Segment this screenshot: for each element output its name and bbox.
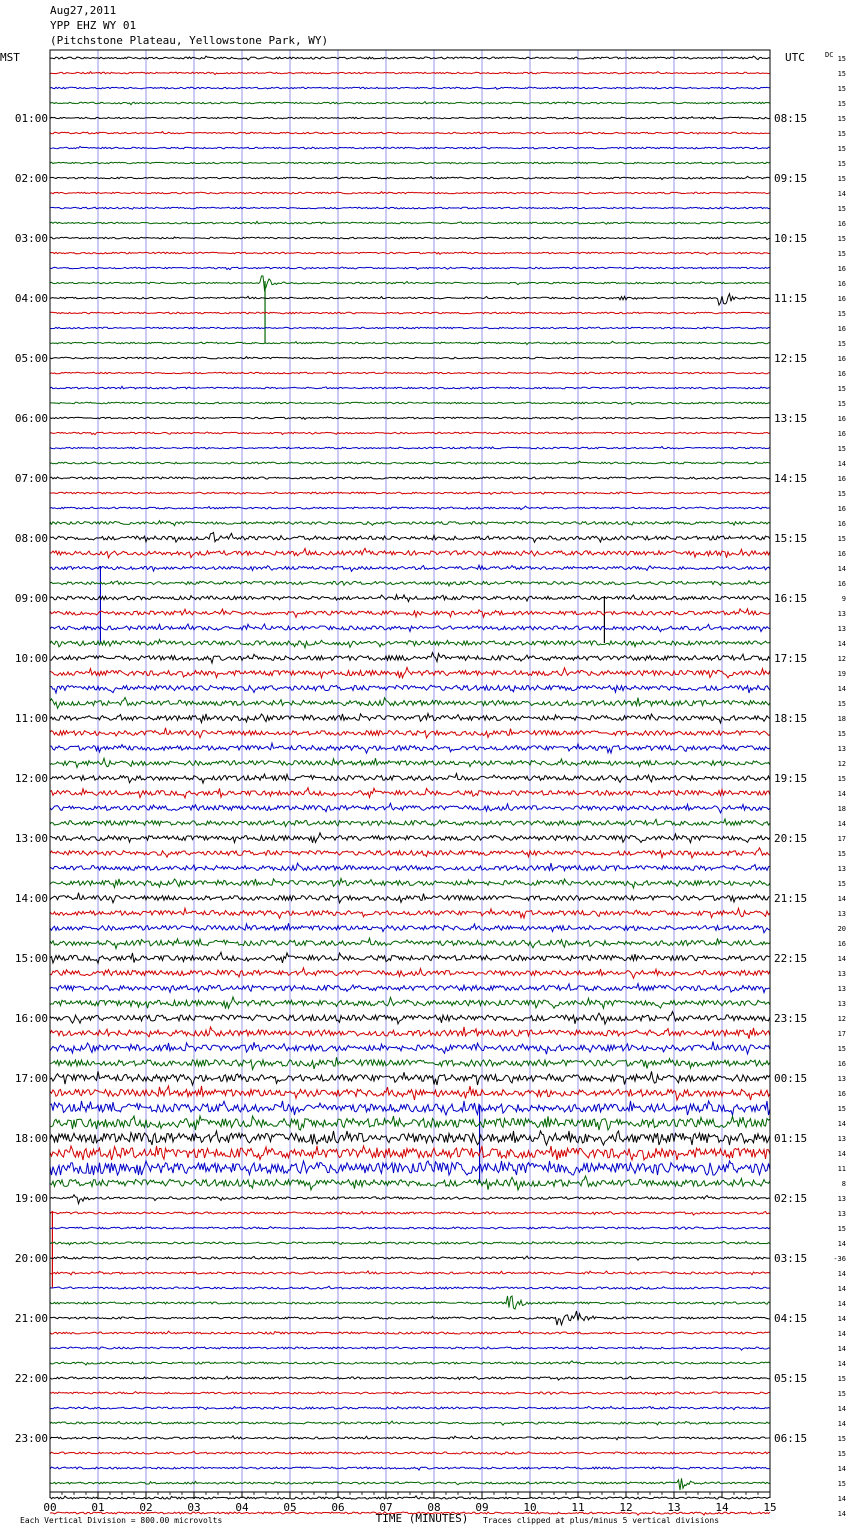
footer-scale: Each Vertical Division = 800.00 microvolts <box>20 1516 223 1525</box>
trace-37 <box>50 609 770 618</box>
trace-27 <box>50 461 770 464</box>
dc-offset-52: 17 <box>837 835 846 843</box>
right-hour-label-19: 03:15 <box>774 1252 808 1265</box>
trace-9 <box>50 192 770 194</box>
trace-92 <box>50 1436 770 1440</box>
x-tick-label-12: 12 <box>619 1501 633 1514</box>
dc-offset-72: 13 <box>837 1135 846 1143</box>
x-tick-label-7: 07 <box>379 1501 393 1514</box>
trace-61 <box>50 968 770 978</box>
trace-68 <box>50 1071 770 1085</box>
trace-28 <box>50 477 770 479</box>
trace-12 <box>50 237 770 240</box>
trace-30 <box>50 506 770 510</box>
right-hour-label-16: 00:15 <box>774 1072 808 1085</box>
dc-offset-71: 14 <box>837 1120 846 1128</box>
dc-offset-45: 15 <box>837 730 846 738</box>
dc-offset-95: 15 <box>837 1480 846 1488</box>
right-hour-label-9: 17:15 <box>774 652 808 665</box>
right-hour-label-22: 06:15 <box>774 1432 808 1445</box>
dc-offset-37: 13 <box>837 610 846 618</box>
dc-offset-17: 15 <box>837 310 846 318</box>
trace-72 <box>50 1131 770 1145</box>
dc-offset-67: 16 <box>837 1060 846 1068</box>
dc-offset-74: 11 <box>837 1165 846 1173</box>
dc-offset-36: 9 <box>841 595 846 603</box>
dc-offset-26: 15 <box>837 445 846 453</box>
trace-21 <box>50 372 770 374</box>
trace-60 <box>50 952 770 963</box>
trace-95 <box>50 1478 770 1490</box>
trace-55 <box>50 878 770 888</box>
trace-75 <box>50 1176 770 1190</box>
x-tick-label-2: 02 <box>139 1501 153 1514</box>
trace-48 <box>50 774 770 784</box>
trace-78 <box>50 1227 770 1230</box>
trace-79 <box>50 1241 770 1245</box>
trace-87 <box>50 1361 770 1365</box>
x-tick-label-1: 01 <box>91 1501 105 1514</box>
left-hour-label-14: 15:00 <box>14 952 48 965</box>
dc-offset-84: 14 <box>837 1315 846 1323</box>
dc-offset-1: 15 <box>837 70 846 78</box>
trace-45 <box>50 728 770 738</box>
dc-offset-69: 16 <box>837 1090 846 1098</box>
dc-offset-3: 15 <box>837 100 846 108</box>
dc-offset-23: 15 <box>837 400 846 408</box>
trace-22 <box>50 386 770 389</box>
dc-offset-4: 15 <box>837 115 846 123</box>
right-hour-label-14: 22:15 <box>774 952 808 965</box>
right-hour-label-7: 15:15 <box>774 532 808 545</box>
trace-50 <box>50 803 770 813</box>
dc-offset-90: 14 <box>837 1405 846 1413</box>
left-hour-label-5: 06:00 <box>14 412 48 425</box>
trace-59 <box>50 938 770 948</box>
left-hour-label-0: 01:00 <box>14 112 48 125</box>
left-hour-label-11: 12:00 <box>14 772 48 785</box>
x-tick-label-9: 09 <box>475 1501 489 1514</box>
dc-offset-96: 14 <box>837 1495 846 1503</box>
left-hour-label-16: 17:00 <box>14 1072 48 1085</box>
left-hour-label-9: 10:00 <box>14 652 48 665</box>
x-tick-label-8: 08 <box>427 1501 441 1514</box>
dc-offset-34: 14 <box>837 565 846 573</box>
dc-offset-8: 15 <box>837 175 846 183</box>
dc-offset-42: 14 <box>837 685 846 693</box>
dc-offset-6: 15 <box>837 145 846 153</box>
header-date: Aug27,2011 <box>50 4 117 17</box>
dc-offset-59: 16 <box>837 940 846 948</box>
trace-51 <box>50 819 770 827</box>
dc-offset-91: 14 <box>837 1420 846 1428</box>
dc-label: DC <box>825 51 834 59</box>
dc-offset-21: 16 <box>837 370 846 378</box>
dc-offset-54: 13 <box>837 865 846 873</box>
dc-offset-89: 15 <box>837 1390 846 1398</box>
trace-26 <box>50 447 770 449</box>
x-tick-label-15: 15 <box>763 1501 777 1514</box>
trace-42 <box>50 685 770 693</box>
trace-4 <box>50 117 770 119</box>
right-hour-label-5: 13:15 <box>774 412 808 425</box>
dc-offset-11: 16 <box>837 220 846 228</box>
dc-offset-39: 14 <box>837 640 846 648</box>
trace-86 <box>50 1347 770 1350</box>
dc-offset-60: 14 <box>837 955 846 963</box>
right-hour-label-12: 20:15 <box>774 832 808 845</box>
left-hour-label-13: 14:00 <box>14 892 48 905</box>
dc-offset-51: 14 <box>837 820 846 828</box>
trace-1 <box>50 72 770 75</box>
dc-offset-79: 14 <box>837 1240 846 1248</box>
dc-offset-49: 14 <box>837 790 846 798</box>
trace-83 <box>50 1296 770 1309</box>
dc-offset-93: 15 <box>837 1450 846 1458</box>
trace-80 <box>50 1256 770 1260</box>
x-tick-label-3: 03 <box>187 1501 201 1514</box>
dc-offset-22: 15 <box>837 385 846 393</box>
trace-47 <box>50 758 770 767</box>
trace-54 <box>50 863 770 871</box>
left-hour-label-19: 20:00 <box>14 1252 48 1265</box>
plot-frame <box>50 50 770 1492</box>
trace-18 <box>50 327 770 329</box>
dc-offset-38: 13 <box>837 625 846 633</box>
trace-53 <box>50 848 770 858</box>
right-hour-label-2: 10:15 <box>774 232 808 245</box>
grid <box>98 50 722 1492</box>
dc-offset-63: 13 <box>837 1000 846 1008</box>
dc-offset-33: 16 <box>837 550 846 558</box>
dc-offset-27: 14 <box>837 460 846 468</box>
trace-56 <box>50 893 770 903</box>
trace-20 <box>50 357 770 360</box>
x-tick-label-5: 05 <box>283 1501 297 1514</box>
left-hour-label-10: 11:00 <box>14 712 48 725</box>
trace-8 <box>50 176 770 179</box>
right-hour-label-3: 11:15 <box>774 292 808 305</box>
dc-offset-5: 15 <box>837 130 846 138</box>
right-hour-label-6: 14:15 <box>774 472 808 485</box>
right-hour-label-8: 16:15 <box>774 592 808 605</box>
trace-31 <box>50 521 770 526</box>
x-tick-label-6: 06 <box>331 1501 345 1514</box>
trace-66 <box>50 1041 770 1054</box>
trace-38 <box>50 624 770 632</box>
trace-67 <box>50 1057 770 1069</box>
x-tick-label-4: 04 <box>235 1501 249 1514</box>
dc-offset-87: 14 <box>837 1360 846 1368</box>
dc-offset-77: 13 <box>837 1210 846 1218</box>
right-hour-label-0: 08:15 <box>774 112 808 125</box>
trace-13 <box>50 252 770 255</box>
trace-0 <box>50 56 770 60</box>
trace-76 <box>50 1195 770 1204</box>
dc-offset-30: 16 <box>837 505 846 513</box>
trace-36 <box>50 595 770 602</box>
trace-41 <box>50 667 770 678</box>
trace-58 <box>50 923 770 933</box>
dc-offset-18: 16 <box>837 325 846 333</box>
trace-35 <box>50 581 770 586</box>
trace-46 <box>50 743 770 753</box>
dc-offset-80: -36 <box>833 1255 846 1263</box>
x-tick-label-10: 10 <box>523 1501 537 1514</box>
dc-offset-44: 18 <box>837 715 846 723</box>
trace-91 <box>50 1421 770 1425</box>
dc-offset-25: 16 <box>837 430 846 438</box>
dc-offset-47: 12 <box>837 760 846 768</box>
left-hour-label-21: 22:00 <box>14 1372 48 1385</box>
dc-offset-53: 15 <box>837 850 846 858</box>
traces <box>50 56 770 1515</box>
header-location: (Pitchstone Plateau, Yellowstone Park, WY) <box>50 34 329 47</box>
dc-offset-24: 16 <box>837 415 846 423</box>
trace-15 <box>50 276 770 290</box>
left-hour-label-15: 16:00 <box>14 1012 48 1025</box>
right-hour-label-4: 12:15 <box>774 352 808 365</box>
trace-19 <box>50 341 770 344</box>
trace-32 <box>50 532 770 542</box>
trace-70 <box>50 1101 770 1115</box>
dc-offset-83: 14 <box>837 1300 846 1308</box>
dc-offset-20: 16 <box>837 355 846 363</box>
dc-offset-86: 14 <box>837 1345 846 1353</box>
dc-offset-92: 15 <box>837 1435 846 1443</box>
trace-39 <box>50 639 770 647</box>
trace-33 <box>50 548 770 558</box>
dc-offset-85: 14 <box>837 1330 846 1338</box>
dc-offset-64: 12 <box>837 1015 846 1023</box>
trace-11 <box>50 221 770 224</box>
dc-offset-56: 14 <box>837 895 846 903</box>
trace-85 <box>50 1331 770 1334</box>
dc-offset-61: 13 <box>837 970 846 978</box>
left-hour-label-18: 19:00 <box>14 1192 48 1205</box>
trace-57 <box>50 908 770 918</box>
right-hour-label-18: 02:15 <box>774 1192 808 1205</box>
trace-10 <box>50 207 770 209</box>
left-hour-label-1: 02:00 <box>14 172 48 185</box>
left-hour-label-4: 05:00 <box>14 352 48 365</box>
trace-49 <box>50 788 770 798</box>
dc-offset-12: 15 <box>837 235 846 243</box>
dc-offset-57: 13 <box>837 910 846 918</box>
header-station: YPP EHZ WY 01 <box>50 19 137 32</box>
right-hour-label-1: 09:15 <box>774 172 808 185</box>
dc-offset-10: 15 <box>837 205 846 213</box>
dc-offset-78: 15 <box>837 1225 846 1233</box>
dc-offset-58: 20 <box>837 925 846 933</box>
dc-offset-46: 13 <box>837 745 846 753</box>
left-hour-label-7: 08:00 <box>14 532 48 545</box>
footer-clip: Traces clipped at plus/minus 5 vertical divisions <box>483 1516 720 1525</box>
trace-71 <box>50 1116 770 1130</box>
left-hour-label-12: 13:00 <box>14 832 48 845</box>
x-tick-label-14: 14 <box>715 1501 729 1514</box>
dc-offset-13: 15 <box>837 250 846 258</box>
dc-offset-82: 14 <box>837 1285 846 1293</box>
trace-64 <box>50 1012 770 1025</box>
trace-93 <box>50 1451 770 1455</box>
trace-24 <box>50 417 770 420</box>
trace-52 <box>50 833 770 843</box>
dc-offset-48: 15 <box>837 775 846 783</box>
trace-96 <box>50 1496 770 1499</box>
left-hour-label-2: 03:00 <box>14 232 48 245</box>
dc-offset-19: 15 <box>837 340 846 348</box>
dc-offset-50: 18 <box>837 805 846 813</box>
dc-offset-66: 15 <box>837 1045 846 1053</box>
right-hour-label-13: 21:15 <box>774 892 808 905</box>
trace-17 <box>50 312 770 314</box>
dc-offset-40: 12 <box>837 655 846 663</box>
dc-offset-0: 15 <box>837 55 846 63</box>
right-hour-label-21: 05:15 <box>774 1372 808 1385</box>
dc-offset-62: 13 <box>837 985 846 993</box>
trace-16 <box>50 294 770 305</box>
trace-74 <box>50 1161 770 1175</box>
trace-2 <box>50 87 770 89</box>
trace-77 <box>50 1211 770 1215</box>
dc-offset-7: 15 <box>837 160 846 168</box>
trace-40 <box>50 653 770 663</box>
trace-25 <box>50 432 770 435</box>
left-hour-label-22: 23:00 <box>14 1432 48 1445</box>
dc-offset-55: 15 <box>837 880 846 888</box>
dc-offset-43: 15 <box>837 700 846 708</box>
trace-62 <box>50 984 770 993</box>
trace-44 <box>50 713 770 723</box>
left-hour-label-17: 18:00 <box>14 1132 48 1145</box>
trace-6 <box>50 146 770 148</box>
dc-offset-81: 14 <box>837 1270 846 1278</box>
dc-offset-2: 15 <box>837 85 846 93</box>
dc-offset-94: 14 <box>837 1465 846 1473</box>
trace-69 <box>50 1086 770 1100</box>
right-hour-label-20: 04:15 <box>774 1312 808 1325</box>
x-tick-label-11: 11 <box>571 1501 585 1514</box>
trace-63 <box>50 997 770 1009</box>
trace-82 <box>50 1286 770 1290</box>
dc-offset-76: 13 <box>837 1195 846 1203</box>
trace-3 <box>50 102 770 105</box>
dc-offset-65: 17 <box>837 1030 846 1038</box>
right-hour-label-15: 23:15 <box>774 1012 808 1025</box>
dc-offset-41: 19 <box>837 670 846 678</box>
x-tick-label-0: 00 <box>43 1501 57 1514</box>
dc-offset-70: 15 <box>837 1105 846 1113</box>
dc-offset-14: 16 <box>837 265 846 273</box>
right-hour-label-10: 18:15 <box>774 712 808 725</box>
trace-94 <box>50 1467 770 1470</box>
dc-offset-35: 16 <box>837 580 846 588</box>
right-axis-label: UTC <box>785 51 805 64</box>
x-tick-label-13: 13 <box>667 1501 681 1514</box>
dc-offset-16: 16 <box>837 295 846 303</box>
dc-offset-68: 13 <box>837 1075 846 1083</box>
dc-offset-75: 8 <box>841 1180 846 1188</box>
dc-offset-9: 14 <box>837 190 846 198</box>
trace-5 <box>50 132 770 135</box>
dc-offset-88: 15 <box>837 1375 846 1383</box>
dc-offset-73: 14 <box>837 1150 846 1158</box>
trace-14 <box>50 267 770 270</box>
dc-offset-97: 14 <box>837 1510 846 1518</box>
dc-offset-29: 15 <box>837 490 846 498</box>
trace-89 <box>50 1392 770 1395</box>
trace-34 <box>50 565 770 571</box>
trace-73 <box>50 1146 770 1160</box>
left-hour-label-8: 09:00 <box>14 592 48 605</box>
dc-offset-15: 16 <box>837 280 846 288</box>
left-hour-label-6: 07:00 <box>14 472 48 485</box>
x-axis-label: TIME (MINUTES) <box>375 1512 469 1525</box>
trace-88 <box>50 1376 770 1380</box>
trace-81 <box>50 1271 770 1275</box>
left-hour-label-3: 04:00 <box>14 292 48 305</box>
trace-29 <box>50 492 770 494</box>
right-hour-label-17: 01:15 <box>774 1132 808 1145</box>
dc-offset-31: 16 <box>837 520 846 528</box>
trace-23 <box>50 402 770 404</box>
dc-offset-32: 15 <box>837 535 846 543</box>
left-hour-label-20: 21:00 <box>14 1312 48 1325</box>
left-axis-label: MST <box>0 51 20 64</box>
right-hour-label-11: 19:15 <box>774 772 808 785</box>
trace-65 <box>50 1027 770 1039</box>
trace-43 <box>50 697 770 708</box>
trace-7 <box>50 162 770 164</box>
trace-90 <box>50 1406 770 1409</box>
dc-offset-28: 16 <box>837 475 846 483</box>
trace-84 <box>50 1311 770 1325</box>
